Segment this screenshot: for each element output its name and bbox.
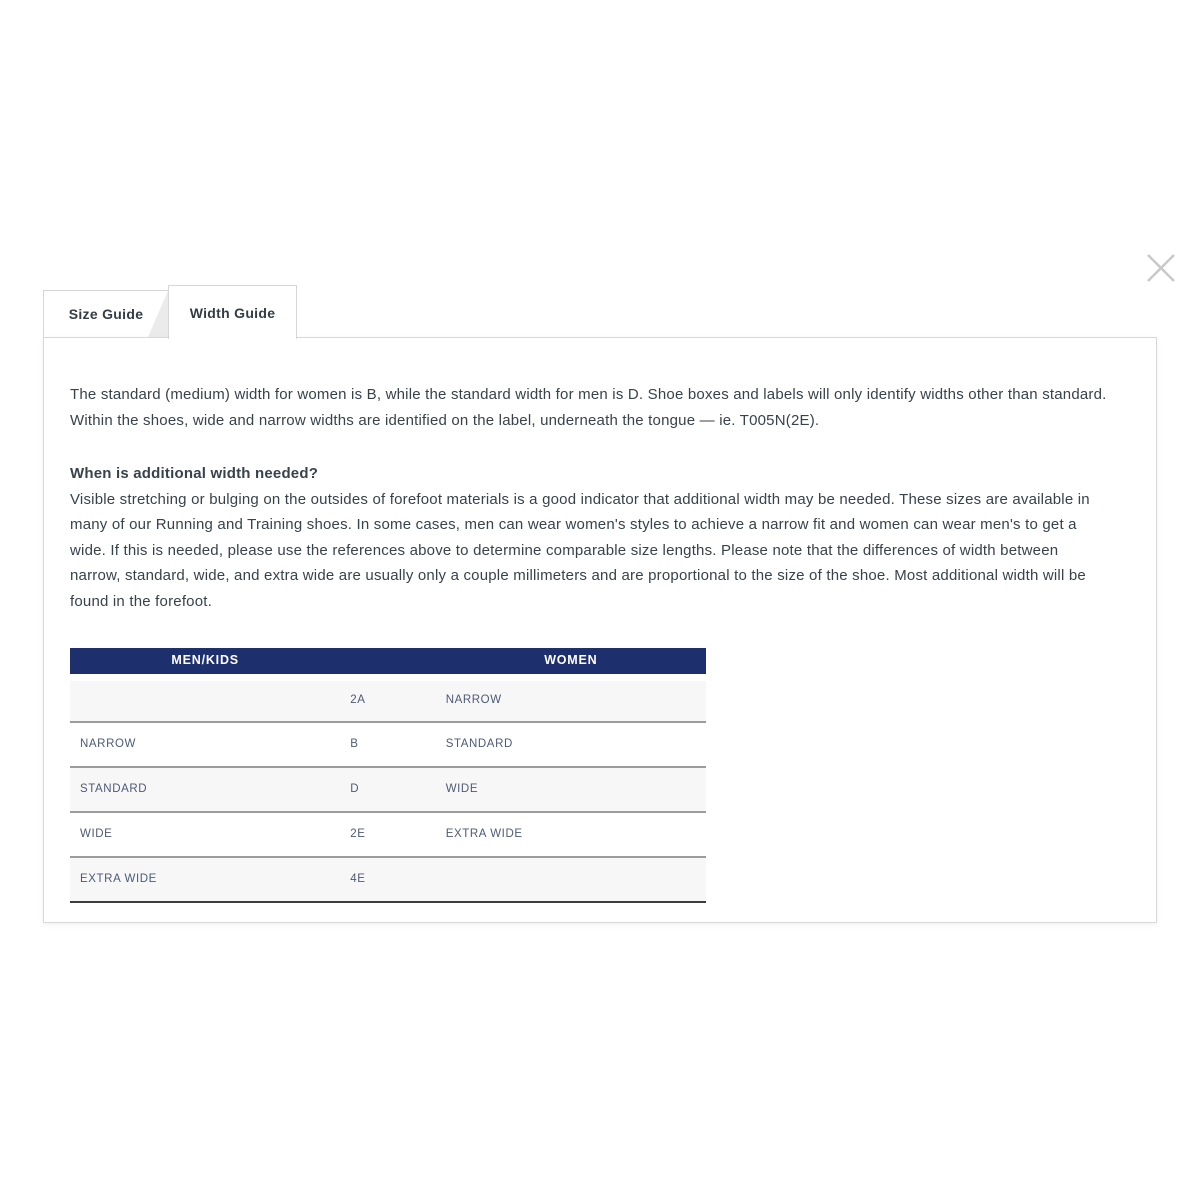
tab-fold-decoration <box>148 291 168 337</box>
width-table-body <box>70 677 706 902</box>
table-cell <box>70 677 340 722</box>
section-body: Visible stretching or bulging on the outsides of forefoot materials is a good indicator that additional width may be needed. These sizes are available in many of our Running and Training shoes. In some cases, men can wear women's styles to achieve a narrow fit and women can wear men's to get a wide. If this is needed, please use the references above to determine comparable size lengths. Please note that the differences of width between narrow, standard, wide, and extra wide are usually only a couple millimeters and are proportional to the size of the shoe. Most additional width will be found in the forefoot. <box>70 490 1090 610</box>
table-cell: EXTRA WIDE <box>436 812 706 857</box>
intro-paragraph: The standard (medium) width for women is B, while the standard width for men is D. Shoe boxes and labels will only identify widths other than standard. Within the shoes, wide and narrow widths are identified on the label, underneath the tongue — ie. T005N(2E). <box>70 386 1107 429</box>
table-cell: 4E <box>340 857 435 902</box>
header-spacer <box>340 648 435 677</box>
table-cell: B <box>340 722 435 767</box>
table-cell: STANDARD <box>436 722 706 767</box>
header-women: WOMEN <box>436 648 706 677</box>
table-cell: WIDE <box>436 767 706 812</box>
section-heading: When is additional width needed? <box>70 465 319 482</box>
table-cell: STANDARD <box>70 767 340 812</box>
table-header <box>70 648 706 677</box>
tab-size-guide-label: Size Guide <box>68 306 144 322</box>
width-comparison-table <box>70 648 706 903</box>
table-row <box>70 722 706 767</box>
header-men-kids: MEN/KIDS <box>70 648 340 677</box>
table-cell: NARROW <box>436 677 706 722</box>
table-cell: EXTRA WIDE <box>70 857 340 902</box>
tab-width-guide[interactable] <box>168 285 297 339</box>
additional-width-section <box>70 461 1112 614</box>
table-cell: 2A <box>340 677 435 722</box>
table-cell: WIDE <box>70 812 340 857</box>
table-row <box>70 857 706 902</box>
width-guide-panel <box>43 337 1157 923</box>
table-cell: 2E <box>340 812 435 857</box>
table-cell: NARROW <box>70 722 340 767</box>
table-row <box>70 677 706 722</box>
table-cell: D <box>340 767 435 812</box>
table-row <box>70 812 706 857</box>
tab-width-guide-label: Width Guide <box>189 304 276 321</box>
table-row <box>70 767 706 812</box>
table-cell <box>436 857 706 902</box>
close-icon[interactable] <box>1144 251 1178 285</box>
